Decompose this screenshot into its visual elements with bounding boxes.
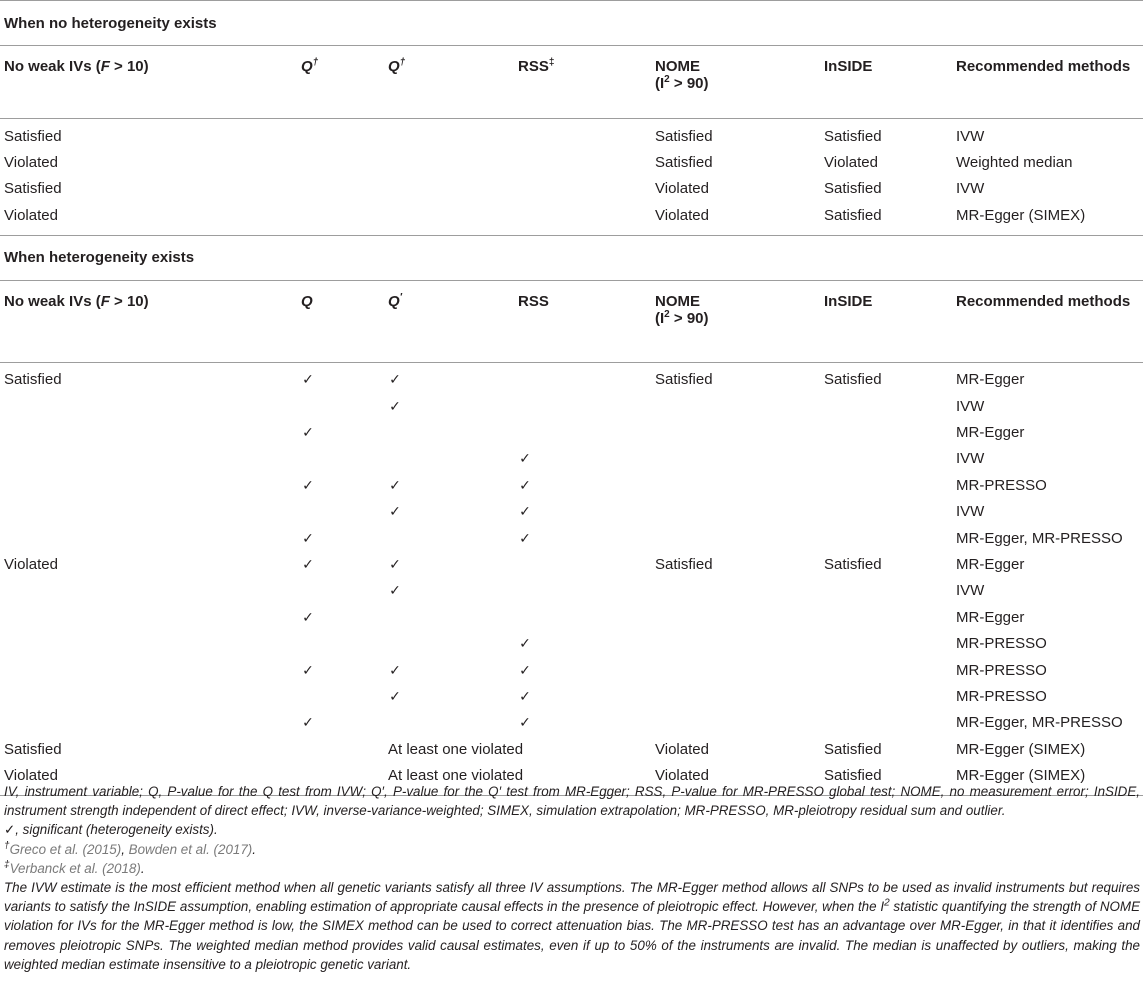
footnote-checkmark: ✓, significant (heterogeneity exists). (4, 822, 218, 838)
cell-q2 (384, 362, 514, 393)
cell-nome (651, 393, 820, 419)
cell-inside: Satisfied (824, 767, 882, 785)
cell-nome: Violated (655, 740, 709, 758)
cell-weak: Violated (4, 555, 58, 573)
cell-rec: MR-Egger (956, 555, 1025, 573)
cell-inside (820, 657, 952, 683)
cell-nome (651, 578, 820, 604)
cell-inside: Satisfied (824, 206, 882, 224)
cell-q (297, 551, 384, 577)
footnote-body-superscript: 2 (884, 897, 890, 909)
cell-nome: Satisfied (655, 154, 713, 172)
cell-q (297, 736, 384, 762)
cell-q2 (384, 630, 514, 656)
cell-q (297, 525, 384, 551)
checkmark-icon: ✓ (302, 477, 314, 494)
column-header-inside: InSIDE (820, 46, 952, 119)
cell-rec: MR-PRESSO (956, 687, 1047, 705)
cell-q (297, 710, 384, 736)
cell-inside (820, 446, 952, 472)
cell-inside: Satisfied (824, 371, 882, 389)
table-row (0, 202, 1143, 228)
checkmark-icon: ✓ (389, 583, 401, 600)
cell-rec: MR-PRESSO (956, 476, 1047, 494)
column-header-rec: Recommended methods (952, 46, 1143, 119)
table-row (0, 657, 1143, 683)
cell-rec: MR-Egger (SIMEX) (956, 740, 1086, 758)
cell-weak: Violated (4, 154, 58, 172)
cell-q2 (384, 604, 514, 630)
citation-separator: , (121, 841, 129, 857)
cell-nome (651, 446, 820, 472)
cell-weak: Satisfied (4, 740, 62, 758)
checkmark-icon: ✓ (302, 372, 314, 389)
cell-rss (514, 119, 651, 150)
cell-weak (0, 419, 297, 445)
cell-q (297, 446, 384, 472)
cell-rec: IVW (956, 180, 985, 198)
table-row (0, 393, 1143, 419)
citation-greco[interactable]: Greco et al. (2015) (9, 841, 122, 857)
cell-rss (514, 683, 651, 709)
cell-weak: Violated (4, 767, 58, 785)
column-header-rec: Recommended methods (952, 280, 1143, 362)
cell-inside (820, 578, 952, 604)
cell-weak: Satisfied (4, 180, 62, 198)
table-row (0, 362, 1143, 393)
cell-rec: MR-PRESSO (956, 661, 1047, 679)
cell-weak (0, 472, 297, 498)
cell-inside: Satisfied (824, 740, 882, 758)
cell-rss (514, 630, 651, 656)
column-header-q: Q† (297, 46, 384, 119)
cell-q (297, 657, 384, 683)
cell-weak: Satisfied (4, 371, 62, 389)
section-title-row (0, 1, 1143, 46)
cell-weak (0, 446, 297, 472)
cell-rec: IVW (956, 397, 985, 415)
table-row (0, 604, 1143, 630)
column-header-q2: Q† (384, 46, 514, 119)
cell-nome (651, 630, 820, 656)
cell-nome (651, 525, 820, 551)
table-footnotes (4, 782, 1140, 974)
column-header-weak: No weak IVs (F > 10) (0, 280, 297, 362)
cell-q2 (384, 499, 514, 525)
cell-q (297, 419, 384, 445)
cell-inside: Satisfied (824, 180, 882, 198)
cell-q2 (384, 525, 514, 551)
column-header-q2: Q′ (384, 280, 514, 362)
cell-inside (820, 472, 952, 498)
citation-verbanck[interactable]: Verbanck et al. (2018) (9, 860, 141, 876)
cell-weak (0, 657, 297, 683)
cell-q2 (384, 419, 514, 445)
cell-nome: Satisfied (655, 371, 713, 389)
cell-nome: Violated (655, 767, 709, 785)
footnote-body-part1: The IVW estimate is the most efficient method when all genetic variants satisfy all three IV assumptions. The MR-Egger method allows all SNPs to be used as invalid instruments but requires variants to satisfy the InSIDE assumption, enabling estimation of appropriate causal effects in the presence of pleiotropic effect. However, when the I (4, 880, 1140, 915)
cell-rss (514, 604, 651, 630)
cell-q2-span: At least one violated (388, 740, 524, 758)
table-row (0, 736, 1143, 762)
cell-rss (514, 525, 651, 551)
checkmark-icon: ✓ (389, 662, 401, 679)
cell-q (297, 578, 384, 604)
checkmark-icon: ✓ (519, 662, 531, 679)
footnote-body (4, 878, 1140, 974)
table-row (0, 499, 1143, 525)
cell-q (297, 119, 384, 150)
table-row (0, 525, 1143, 551)
column-header-nome: NOME $(I^2 > 90)$ (651, 46, 820, 119)
cell-q2 (384, 149, 514, 175)
cell-q (297, 362, 384, 393)
cell-rss (514, 657, 651, 683)
cell-q (297, 393, 384, 419)
cell-rec: MR-Egger (SIMEX) (956, 206, 1086, 224)
cell-rss (514, 149, 651, 175)
cell-weak (0, 578, 297, 604)
checkmark-icon: ✓ (519, 451, 531, 468)
cell-inside (820, 630, 952, 656)
checkmark-icon: ✓ (302, 530, 314, 547)
cell-rec: MR-Egger (SIMEX) (956, 767, 1086, 785)
checkmark-icon: ✓ (389, 398, 401, 415)
cell-inside (820, 683, 952, 709)
dagger-mark: † (4, 840, 10, 852)
header-row (0, 46, 1143, 119)
cell-q2 (384, 472, 514, 498)
cell-q (297, 176, 384, 202)
cell-inside: Satisfied (824, 555, 882, 573)
column-header-inside: InSIDE (820, 280, 952, 362)
table-row (0, 683, 1143, 709)
checkmark-icon: ✓ (519, 688, 531, 705)
cell-inside (820, 419, 952, 445)
cell-nome (651, 710, 820, 736)
cell-q2 (384, 657, 514, 683)
cell-q (297, 202, 384, 228)
cell-q (297, 683, 384, 709)
cell-rec: IVW (956, 503, 985, 521)
cell-q2 (384, 119, 514, 150)
cell-q2 (384, 446, 514, 472)
footnote-dagger (4, 840, 1140, 859)
cell-rss (514, 362, 651, 393)
column-header-weak: No weak IVs (F > 10) (0, 46, 297, 119)
cell-rss (514, 393, 651, 419)
checkmark-icon: ✓ (302, 715, 314, 732)
table-row (0, 446, 1143, 472)
cell-inside (820, 710, 952, 736)
cell-rec: IVW (956, 127, 985, 145)
cell-rss (514, 202, 651, 228)
checkmark-icon: ✓ (302, 662, 314, 679)
table-row (0, 119, 1143, 150)
checkmark-icon: ✓ (302, 609, 314, 626)
cell-rec: MR-Egger (956, 424, 1025, 442)
footnote-abbreviations: IV, instrument variable; Q, P-value for the Q test from IVW; Q′, P-value for the Q′ test from MR-Egger; RSS, P-value for MR-PRESSO global test; NOME, no measurement error; InSIDE, instrument strength independent of direct effect; IVW, inverse-variance-weighted; SIMEX, simulation extrapolation; MR-PRESSO, MR-pleiotropy residual sum and outlier. (4, 784, 1140, 819)
cell-q2 (384, 578, 514, 604)
citation-bowden[interactable]: Bowden et al. (2017) (128, 841, 253, 857)
cell-rec: MR-PRESSO (956, 635, 1047, 653)
cell-rss (514, 551, 651, 577)
cell-weak: Satisfied (4, 127, 62, 145)
checkmark-icon: ✓ (519, 477, 531, 494)
footnote-double-dagger (4, 859, 1140, 878)
checkmark-icon: ✓ (389, 372, 401, 389)
cell-q2 (384, 683, 514, 709)
cell-rss (514, 472, 651, 498)
cell-q (297, 630, 384, 656)
cell-q (297, 472, 384, 498)
cell-q2 (384, 393, 514, 419)
column-header-q: Q (297, 280, 384, 362)
cell-nome (651, 419, 820, 445)
table-row (0, 551, 1143, 577)
cell-weak (0, 499, 297, 525)
cell-weak (0, 630, 297, 656)
cell-rss (514, 499, 651, 525)
table-row (0, 472, 1143, 498)
cell-rec: MR-Egger, MR-PRESSO (956, 714, 1123, 732)
cell-weak: Violated (4, 206, 58, 224)
checkmark-icon: ✓ (519, 636, 531, 653)
cell-rec: MR-Egger, MR-PRESSO (956, 529, 1123, 547)
table-row (0, 630, 1143, 656)
cell-q2 (384, 551, 514, 577)
cell-inside: Violated (824, 154, 878, 172)
cell-rss (514, 446, 651, 472)
table-row (0, 149, 1143, 175)
cell-q2 (384, 710, 514, 736)
checkmark-icon: ✓ (389, 504, 401, 521)
column-header-rss: RSS‡ (514, 46, 651, 119)
cell-nome (651, 499, 820, 525)
cell-q (297, 499, 384, 525)
cell-inside: Satisfied (824, 127, 882, 145)
cell-inside (820, 604, 952, 630)
cell-rec: MR-Egger (956, 371, 1025, 389)
checkmark-icon: ✓ (519, 530, 531, 547)
cell-inside (820, 525, 952, 551)
table-row (0, 710, 1143, 736)
header-row (0, 280, 1143, 362)
cell-q (297, 149, 384, 175)
section-title: When no heterogeneity exists (0, 1, 1143, 46)
citation-end: . (252, 841, 256, 857)
cell-rec: IVW (956, 582, 985, 600)
footnote-body-part2: statistic quantifying the strength of NOME violation for IVs for the MR-Egger method is low, the SIMEX method can be used to correct attenuation bias. The MR-PRESSO test has an advantage over MR-Egger, in that it identifies and removes pleiotropic SNPs. The weighted median method provides valid causal estimates, even if up to 50% of the instruments are invalid. The median is unaffected by outliers, making the weighted median estimate insensitive to a pleiotropic genetic variant. (4, 899, 1141, 972)
double-dagger-mark: ‡ (4, 859, 10, 871)
cell-inside (820, 499, 952, 525)
cell-weak (0, 710, 297, 736)
citation-end: . (140, 860, 145, 876)
checkmark-icon: ✓ (519, 715, 531, 732)
cell-weak (0, 683, 297, 709)
cell-weak (0, 393, 297, 419)
checkmark-icon: ✓ (302, 556, 314, 573)
cell-nome (651, 683, 820, 709)
table-row (0, 578, 1143, 604)
cell-nome (651, 472, 820, 498)
cell-nome (651, 604, 820, 630)
section-title-row (0, 235, 1143, 280)
checkmark-icon: ✓ (389, 477, 401, 494)
table-row (0, 176, 1143, 202)
checkmark-icon: ✓ (302, 425, 314, 442)
cell-rec: Weighted median (956, 154, 1073, 172)
checkmark-icon: ✓ (519, 504, 531, 521)
cell-q2 (384, 176, 514, 202)
table-row (0, 419, 1143, 445)
section-title: When heterogeneity exists (0, 235, 1143, 280)
cell-nome: Satisfied (655, 555, 713, 573)
cell-q2-span: At least one violated (388, 767, 524, 785)
cell-nome: Satisfied (655, 127, 713, 145)
cell-nome: Violated (655, 180, 709, 198)
cell-rss (514, 419, 651, 445)
checkmark-icon: ✓ (389, 556, 401, 573)
cell-rss (514, 578, 651, 604)
cell-inside (820, 393, 952, 419)
cell-q (297, 604, 384, 630)
cell-rss (514, 176, 651, 202)
cell-weak (0, 604, 297, 630)
column-header-rss: RSS (514, 280, 651, 362)
cell-rss (514, 710, 651, 736)
cell-q2 (384, 202, 514, 228)
cell-rec: IVW (956, 450, 985, 468)
column-header-nome: NOME $(I^2 > 90)$ (651, 280, 820, 362)
cell-nome (651, 657, 820, 683)
cell-nome: Violated (655, 206, 709, 224)
cell-weak (0, 525, 297, 551)
cell-rec: MR-Egger (956, 608, 1025, 626)
checkmark-icon: ✓ (389, 688, 401, 705)
